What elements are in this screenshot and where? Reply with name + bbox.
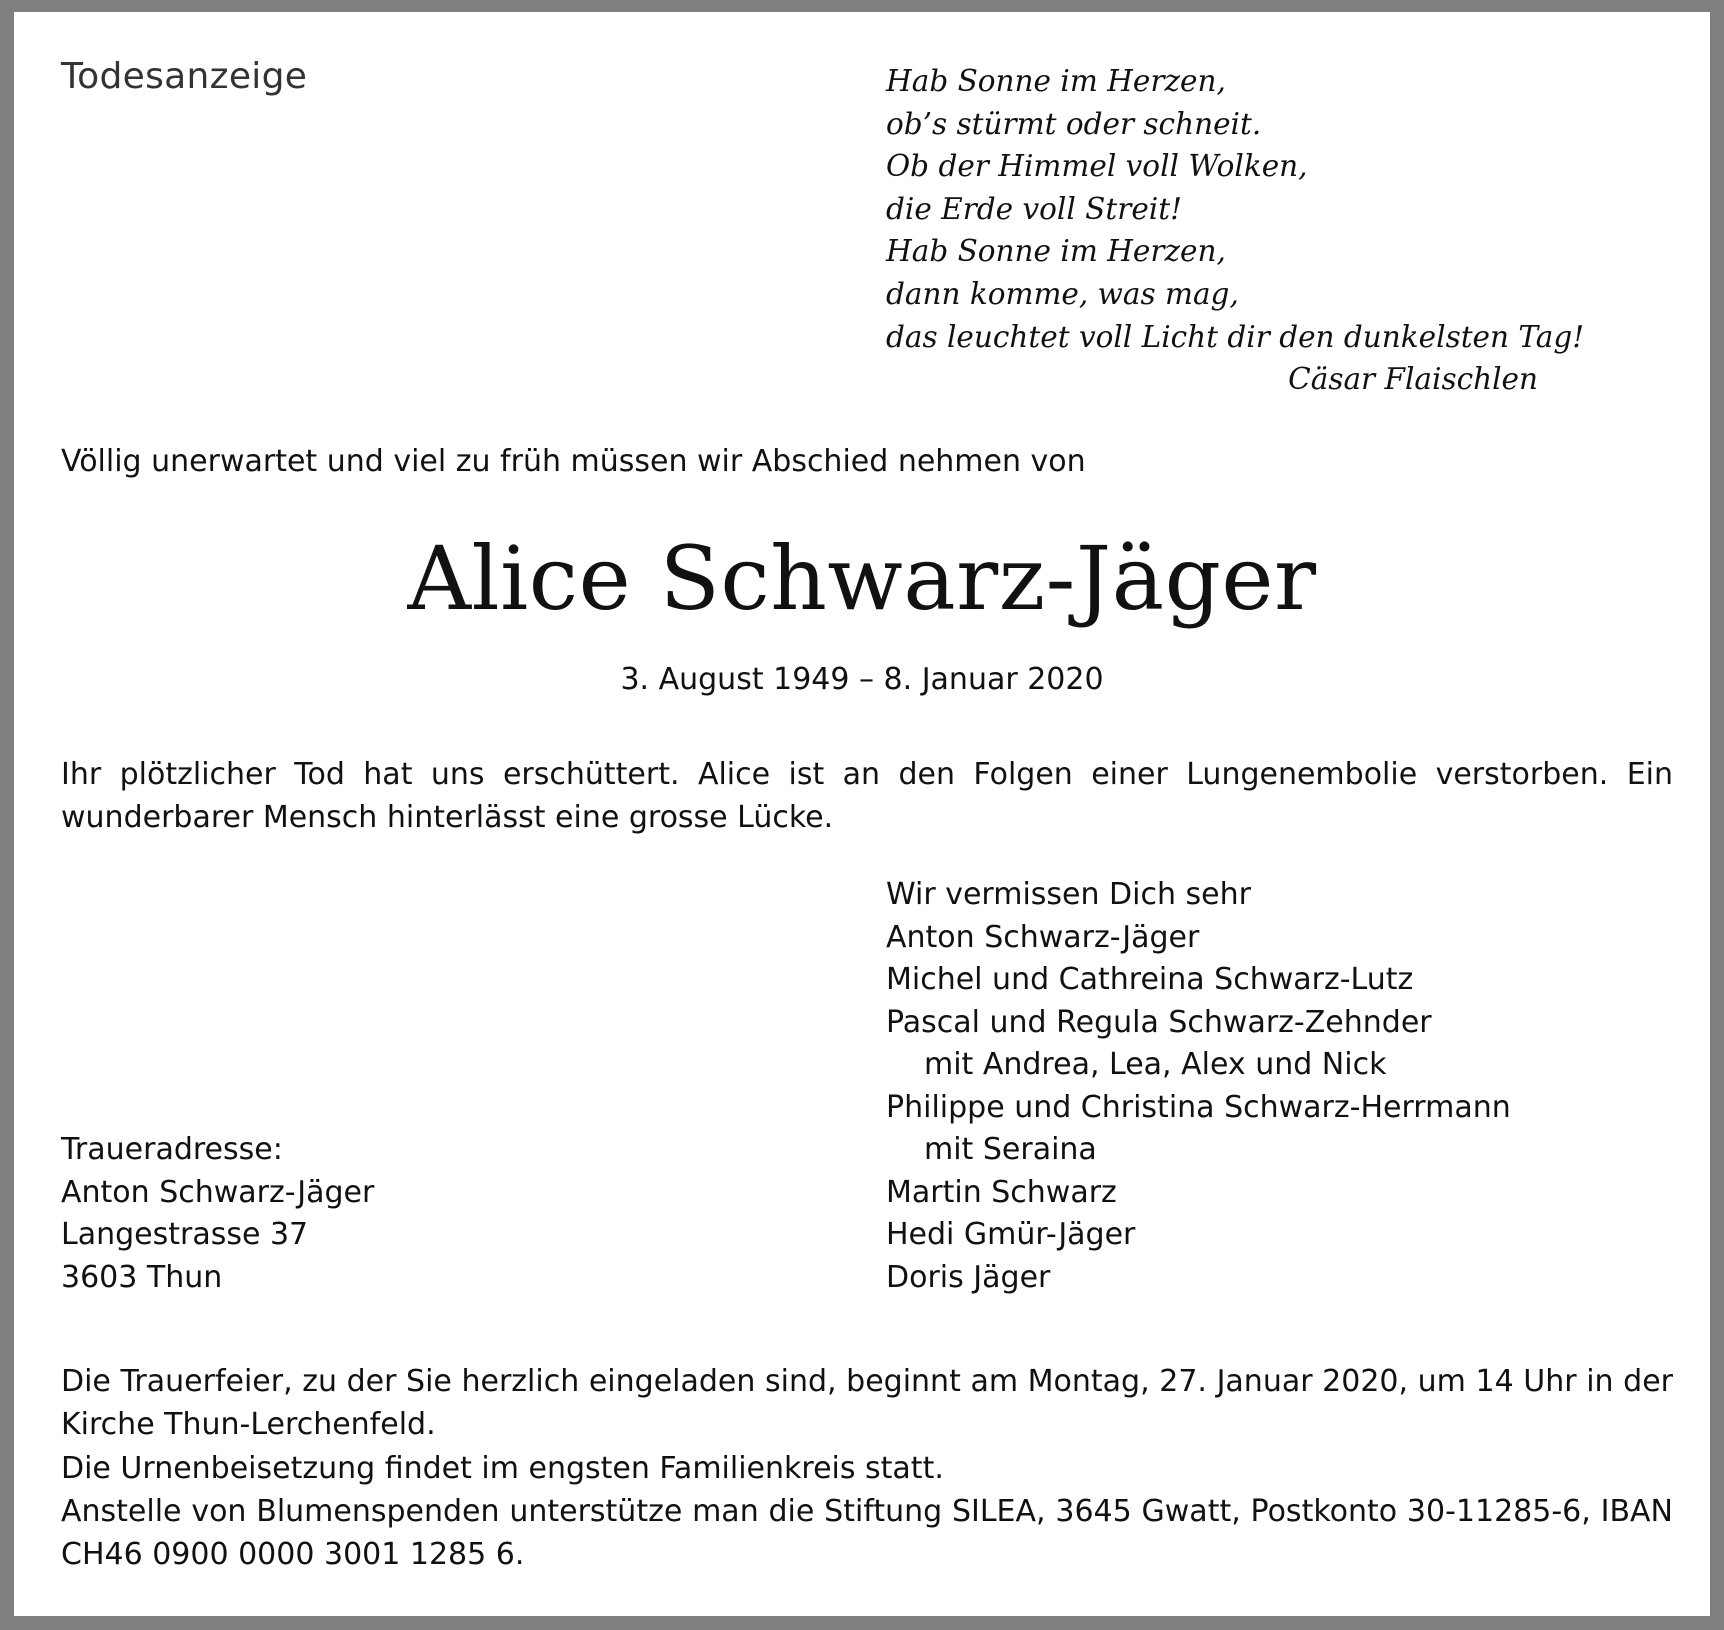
ceremony-paragraph: Die Trauerfeier, zu der Sie herzlich eingeladen sind, beginnt am Montag, 27. Januar 2020, um 14 Uhr in der Kirche Thun-Lerchenfeld.	[61, 1364, 1673, 1442]
signature-line: Michel und Cathreina Schwarz-Lutz	[886, 962, 1414, 997]
signature-line: Hedi Gmür-Jäger	[886, 1217, 1136, 1252]
donation-paragraph: Anstelle von Blumenspenden unterstütze man die Stiftung SILEA, 3645 Gwatt, Postkonto 30-11285-6, IBAN CH46 0900 0000 3001 1285 6.	[61, 1494, 1673, 1572]
life-dates: 3. August 1949 – 8. Januar 2020	[620, 662, 1104, 697]
mourning-address	[61, 1129, 374, 1299]
poem	[886, 60, 1585, 401]
notice-heading: Todesanzeige	[61, 56, 308, 97]
signature-line: Pascal und Regula Schwarz-Zehnder	[886, 1004, 1432, 1040]
address-name: Anton Schwarz-Jäger	[61, 1174, 375, 1210]
burial-paragraph: Die Urnenbeisetzung findet im engsten Familienkreis statt.	[61, 1451, 944, 1486]
signature-line: Anton Schwarz-Jäger	[886, 919, 1200, 955]
signature-line: Martin Schwarz	[886, 1174, 1117, 1210]
obituary-notice	[14, 12, 1710, 1616]
address-city: 3603 Thun	[61, 1259, 223, 1295]
poem-line: die Erde voll Streit!	[886, 191, 1182, 226]
poem-line: Hab Sonne im Herzen,	[886, 64, 1226, 98]
signatures	[886, 874, 1511, 1299]
signature-line: Wir vermissen Dich sehr	[886, 877, 1251, 912]
deceased-name: Alice Schwarz-Jäger	[407, 527, 1317, 630]
signature-line: mit Andrea, Lea, Alex und Nick	[924, 1047, 1387, 1082]
signature-line: mit Seraina	[924, 1132, 1097, 1167]
death-paragraph: Ihr plötzlicher Tod hat uns erschüttert. Alice ist an den Folgen einer Lungenembolie verstorben. Ein wunderbarer Mensch hinterlässt eine grosse Lücke.	[61, 757, 1673, 835]
poem-line: Hab Sonne im Herzen,	[886, 234, 1226, 269]
address-street: Langestrasse 37	[61, 1217, 309, 1252]
poem-author: Cäsar Flaischlen	[1288, 362, 1538, 397]
intro-text: Völlig unerwartet und viel zu früh müssen wir Abschied nehmen von	[61, 444, 1086, 479]
poem-line: ob’s stürmt oder schneit.	[886, 106, 1262, 141]
address-label: Traueradresse:	[61, 1132, 283, 1167]
signature-line: Philippe und Christina Schwarz-Herrmann	[886, 1089, 1511, 1125]
poem-line: dann komme, was mag,	[886, 276, 1239, 311]
poem-line: das leuchtet voll Licht dir den dunkelsten Tag!	[886, 319, 1585, 354]
poem-line: Ob der Himmel voll Wolken,	[886, 149, 1308, 184]
signature-line: Doris Jäger	[886, 1259, 1051, 1295]
